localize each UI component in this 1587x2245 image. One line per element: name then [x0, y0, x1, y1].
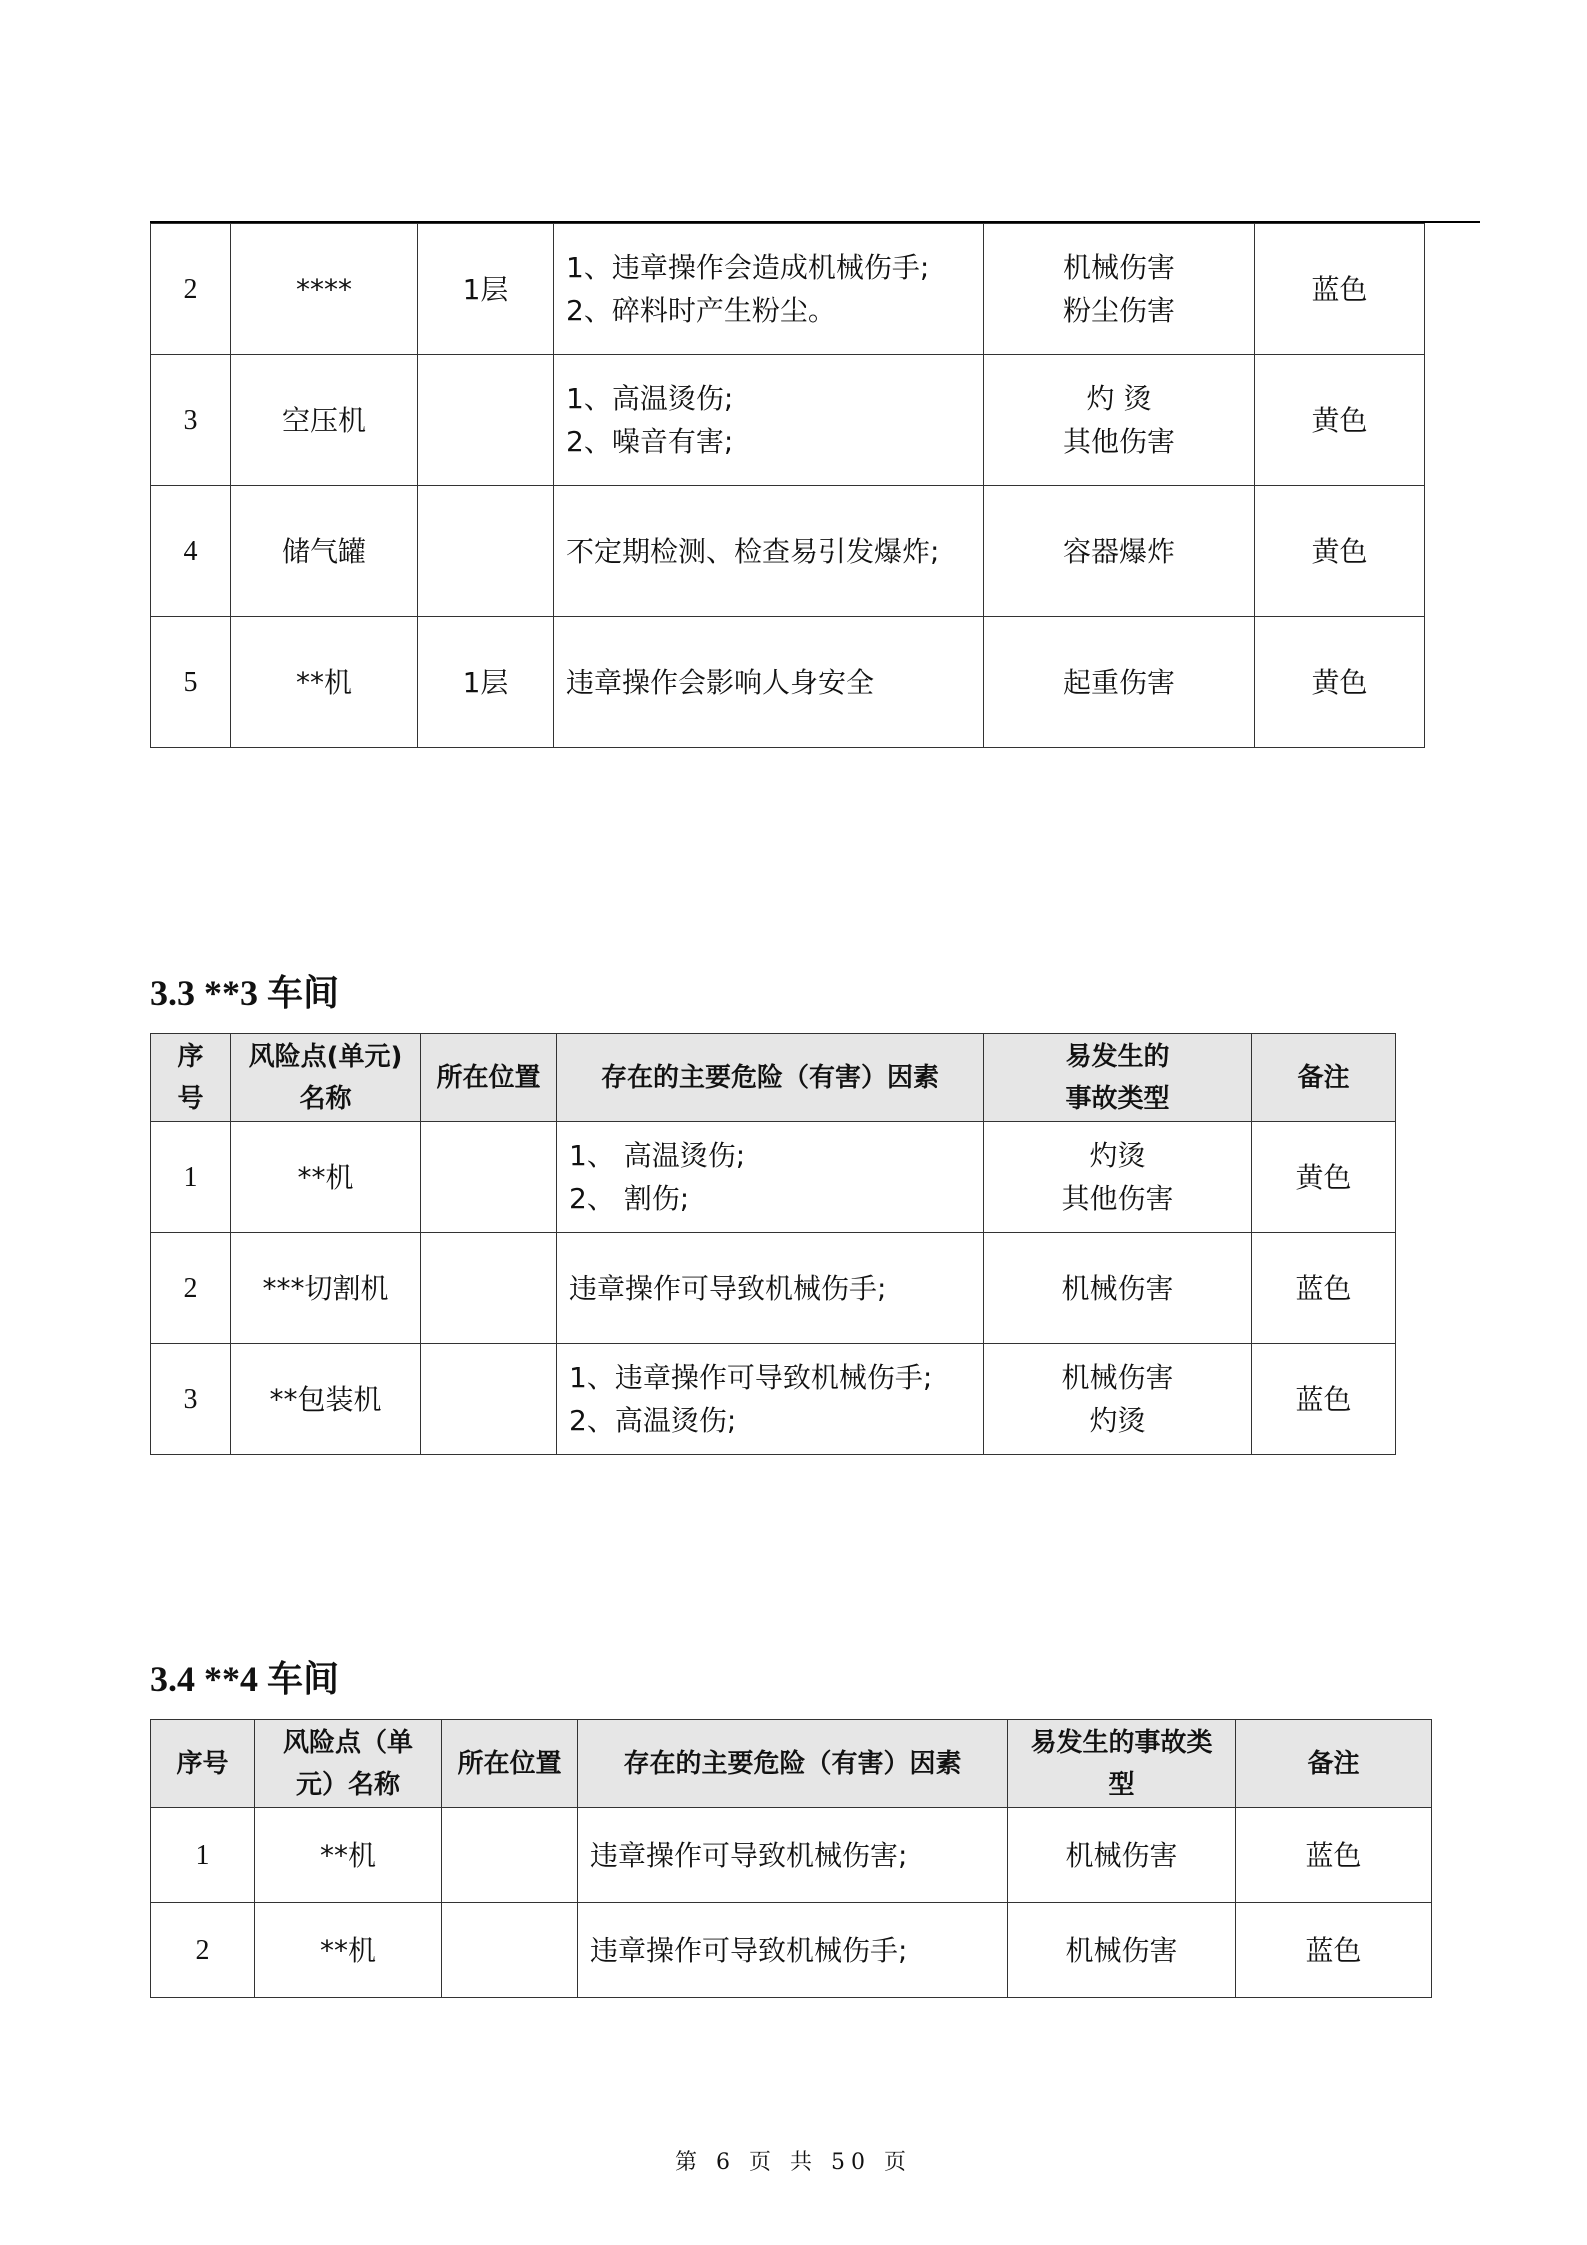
cell-hazards-line: 1、违章操作可导致机械伤手; — [569, 1361, 933, 1394]
cell-accident — [984, 1233, 1252, 1344]
cell-no: 3 — [151, 355, 231, 486]
cell-location — [421, 1233, 557, 1344]
cell-hazards-line: 2、碎料时产生粉尘。 — [566, 294, 836, 327]
cell-no: 2 — [151, 224, 231, 355]
cell-hazards-line: 不定期检测、检查易引发爆炸; — [566, 534, 940, 568]
cell-accident-line: 起重伤害 — [1062, 665, 1175, 699]
header-location: 所在位置 — [421, 1034, 557, 1122]
cell-note: 黄色 — [1252, 1122, 1396, 1233]
cell-accident — [984, 1122, 1252, 1233]
cell-note: 蓝色 — [1236, 1808, 1432, 1903]
hazard-table-3-3 — [150, 1033, 1396, 1455]
cell-accident — [984, 617, 1255, 748]
cell-name: ***切割机 — [231, 1233, 421, 1344]
cell-accident-line: 其他伤害 — [1062, 425, 1175, 458]
cell-location: 1层 — [418, 224, 554, 355]
cell-hazards-line: 1、 高温烫伤; — [569, 1139, 746, 1172]
cell-hazards — [554, 486, 984, 617]
cell-accident-line: 机械伤害 — [1065, 1838, 1178, 1872]
cell-no: 5 — [151, 617, 231, 748]
cell-no: 4 — [151, 486, 231, 617]
cell-accident-line: 机械伤害 — [1061, 1271, 1174, 1305]
header-accident: 易发生的 事故类型 — [984, 1034, 1252, 1122]
cell-name: **机 — [255, 1808, 442, 1903]
cell-hazards-line: 违章操作可导致机械伤害; — [590, 1838, 908, 1872]
cell-hazards-line: 2、 割伤; — [569, 1182, 690, 1215]
cell-name: **机 — [231, 1122, 421, 1233]
table-row — [151, 1233, 1396, 1344]
cell-accident-line: 机械伤害 — [1062, 251, 1175, 284]
header-hazards: 存在的主要危险（有害）因素 — [578, 1720, 1008, 1808]
cell-accident — [984, 486, 1255, 617]
cell-hazards — [554, 617, 984, 748]
table-row — [151, 617, 1425, 748]
cell-note: 蓝色 — [1252, 1344, 1396, 1455]
cell-note: 黄色 — [1255, 486, 1425, 617]
cell-accident-line: 灼烫 — [1089, 1404, 1146, 1437]
cell-name: 空压机 — [231, 355, 418, 486]
header-hazards: 存在的主要危险（有害）因素 — [557, 1034, 984, 1122]
cell-name: 储气罐 — [231, 486, 418, 617]
cell-hazards-line: 违章操作可导致机械伤手; — [569, 1271, 887, 1305]
cell-accident-line: 其他伤害 — [1061, 1182, 1174, 1215]
cell-hazards — [557, 1122, 984, 1233]
table-body — [151, 1808, 1432, 1998]
cell-hazards-line: 1、高温烫伤; — [566, 382, 734, 415]
cell-hazards — [557, 1233, 984, 1344]
cell-note: 蓝色 — [1236, 1903, 1432, 1998]
cell-hazards — [557, 1344, 984, 1455]
cell-note: 黄色 — [1255, 355, 1425, 486]
cell-accident-line: 机械伤害 — [1061, 1361, 1174, 1394]
cell-hazards-line: 违章操作可导致机械伤手; — [590, 1933, 908, 1967]
cell-accident — [984, 1344, 1252, 1455]
table-row — [151, 1903, 1432, 1998]
cell-hazards-line: 1、违章操作会造成机械伤手; — [566, 251, 930, 284]
table-row — [151, 486, 1425, 617]
header-note: 备注 — [1252, 1034, 1396, 1122]
cell-hazards — [554, 224, 984, 355]
section-heading-3-4: 3.4 **4 车间 — [150, 1659, 340, 1699]
cell-no: 2 — [151, 1233, 231, 1344]
cell-no: 1 — [151, 1808, 255, 1903]
header-row — [151, 1034, 1396, 1122]
table-row — [151, 1808, 1432, 1903]
header-name: 风险点(单元) 名称 — [231, 1034, 421, 1122]
cell-accident — [984, 355, 1255, 486]
table-row — [151, 224, 1425, 355]
header-name: 风险点（单 元）名称 — [255, 1720, 442, 1808]
cell-accident-line: 粉尘伤害 — [1062, 294, 1175, 327]
cell-name: **** — [231, 224, 418, 355]
cell-hazards — [578, 1903, 1008, 1998]
hazard-table-continued — [150, 223, 1425, 748]
cell-hazards-line: 2、噪音有害; — [566, 425, 734, 458]
header-no: 序 号 — [151, 1034, 231, 1122]
cell-name: **包装机 — [231, 1344, 421, 1455]
cell-location: 1层 — [418, 617, 554, 748]
cell-accident — [1008, 1903, 1236, 1998]
cell-accident-line: 灼 烫 — [1086, 382, 1152, 415]
cell-location — [421, 1122, 557, 1233]
table-body — [151, 1122, 1396, 1455]
cell-location — [442, 1808, 578, 1903]
table-row — [151, 1122, 1396, 1233]
table-row — [151, 1344, 1396, 1455]
cell-hazards-line: 违章操作会影响人身安全 — [566, 665, 875, 699]
cell-accident-line: 机械伤害 — [1065, 1933, 1178, 1967]
cell-accident-line: 容器爆炸 — [1062, 534, 1175, 568]
cell-hazards-line: 2、高温烫伤; — [569, 1404, 737, 1437]
header-no: 序号 — [151, 1720, 255, 1808]
section-heading-3-3: 3.3 **3 车间 — [150, 973, 340, 1013]
table-body — [151, 224, 1425, 748]
table-row — [151, 355, 1425, 486]
cell-accident — [1008, 1808, 1236, 1903]
header-row — [151, 1720, 1432, 1808]
cell-location — [418, 486, 554, 617]
cell-note: 黄色 — [1255, 617, 1425, 748]
header-note: 备注 — [1236, 1720, 1432, 1808]
cell-location — [418, 355, 554, 486]
cell-name: **机 — [231, 617, 418, 748]
cell-name: **机 — [255, 1903, 442, 1998]
page-footer: 第 6 页 共 50 页 — [675, 2150, 912, 2175]
cell-no: 1 — [151, 1122, 231, 1233]
header-accident: 易发生的事故类 型 — [1008, 1720, 1236, 1808]
cell-accident-line: 灼烫 — [1089, 1139, 1146, 1172]
cell-note: 蓝色 — [1255, 224, 1425, 355]
header-location: 所在位置 — [442, 1720, 578, 1808]
cell-hazards — [554, 355, 984, 486]
cell-note: 蓝色 — [1252, 1233, 1396, 1344]
cell-no: 3 — [151, 1344, 231, 1455]
cell-hazards — [578, 1808, 1008, 1903]
cell-location — [442, 1903, 578, 1998]
cell-accident — [984, 224, 1255, 355]
cell-location — [421, 1344, 557, 1455]
hazard-table-3-4 — [150, 1719, 1432, 1998]
cell-no: 2 — [151, 1903, 255, 1998]
